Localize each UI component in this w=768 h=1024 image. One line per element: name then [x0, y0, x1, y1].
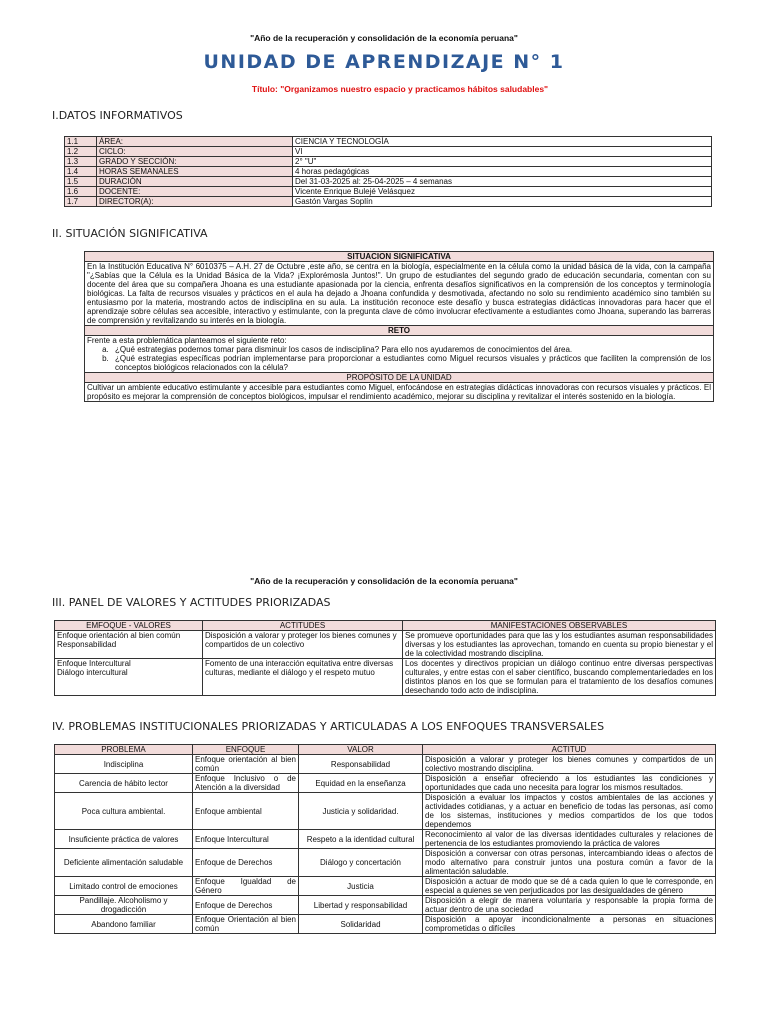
problema-row [55, 830, 716, 849]
item-number: 1.5 [65, 177, 97, 187]
enfoque-valor-cell [55, 659, 203, 696]
valores-row [55, 631, 716, 659]
column-header: ACTITUDES [203, 621, 403, 631]
item-value: Gastón Vargas Soplín [293, 197, 712, 207]
enfoque-text: Enfoque Orientación al bien común [193, 915, 299, 934]
actitud-text: Fomento de una interacción equitativa entre diversas culturas, mediante el diálogo y el respeto mutuo [203, 659, 403, 696]
column-header: VALOR [299, 745, 423, 755]
section-3-motto: "Año de la recuperación y consolidación de la economía peruana" [250, 576, 518, 586]
enfoque-text: Enfoque de Derechos [193, 896, 299, 915]
item-value: VI [293, 147, 712, 157]
proposito-text: Cultivar un ambiente educativo estimulante y accesible para estudiantes como Miguel, enfocándose en estrategias didácticas innovadoras con recursos visuales y prácticos. El propósito es mejorar la comprensión de conceptos biológicos, impulsar el rendimiento académico, mejorar su disciplina y revitalizar el interés sostenido en la biología. [85, 383, 714, 402]
item-label: HORAS SEMANALES [97, 167, 293, 177]
valor-text: Equidad en la enseñanza [299, 774, 423, 793]
column-header: ENFOQUE [193, 745, 299, 755]
actitud-text: Reconocimiento al valor de las diversas identidades culturales y relaciones de pertenencia de los estudiantes promoviendo la práctica de valores [423, 830, 716, 849]
enfoque-text: Enfoque Intercultural [193, 830, 299, 849]
item-number: 1.7 [65, 197, 97, 207]
unit-title: UNIDAD DE APRENDIZAJE N° 1 [203, 51, 565, 73]
valor-text: Responsabilidad [57, 640, 117, 649]
problemas-table [54, 744, 716, 934]
problema-text: Abandono familiar [55, 915, 193, 934]
problema-row [55, 896, 716, 915]
valor-text: Justicia [299, 877, 423, 896]
table-header-row [55, 621, 716, 631]
enfoque-text: Enfoque orientación al bien común [193, 755, 299, 774]
column-header: ACTITUD [423, 745, 716, 755]
table-header-row [55, 745, 716, 755]
valor-text: Respeto a la identidad cultural [299, 830, 423, 849]
item-label: DURACIÓN [97, 177, 293, 187]
item-label: DOCENTE: [97, 187, 293, 197]
reto-header: RETO [85, 326, 714, 336]
reto-item: a. ¿Qué estrategias podemos tomar para disminuir los casos de indisciplina? Para ello nos ayudaremos de conocimientos del área. [111, 345, 711, 354]
section-3-heading: III. PANEL DE VALORES Y ACTITUDES PRIORIZADAS [52, 596, 331, 609]
problema-text: Carencia de hábito lector [55, 774, 193, 793]
item-value: Vicente Enrique Bulejé Velásquez [293, 187, 712, 197]
problema-row [55, 755, 716, 774]
item-number: 1.3 [65, 157, 97, 167]
datos-row [65, 157, 712, 167]
actitud-text: Disposición a elegir de manera voluntaria y responsable la propia forma de actuar dentro de una sociedad [423, 896, 716, 915]
column-header: EMFOQUE - VALORES [55, 621, 203, 631]
proposito-header: PROPÓSITO DE LA UNIDAD [85, 373, 714, 383]
enfoque-text: Enfoque de Derechos [193, 849, 299, 877]
manifestacion-text: Los docentes y directivos propician un diálogo continuo entre diversas perspectivas culturales, y entre estas con el saber científico, buscando complementariedades en los distintos planos en los que se formulan para el tratamiento de los desafíos comunes desechando todo acto de indisciplina. [403, 659, 716, 696]
actitud-text: Disposición a apoyar incondicionalmente a personas en situaciones comprometidas o difíciles [423, 915, 716, 934]
valor-text: Justicia y solidaridad. [299, 793, 423, 830]
item-number: 1.4 [65, 167, 97, 177]
column-header: MANIFESTACIONES OBSERVABLES [403, 621, 716, 631]
situacion-significativa-table [84, 251, 714, 402]
problema-row [55, 774, 716, 793]
situacion-header: SITUACION SIGNIFICATIVA [85, 252, 714, 262]
problema-text: Deficiente alimentación saludable [55, 849, 193, 877]
actitud-text: Disposición a conversar con otras personas, intercambiando ideas o afectos de modo alternativo para construir juntos una postura común a favor de la alimentación saludable. [423, 849, 716, 877]
problema-row [55, 793, 716, 830]
valores-row [55, 659, 716, 696]
valor-text: Diálogo intercultural [57, 668, 128, 677]
actitud-text: Disposición a valorar y proteger los bienes comunes y compartidos de un colectivo mostrando disciplina. [423, 755, 716, 774]
section-4-heading: IV. PROBLEMAS INSTITUCIONALES PRIORIZADAS Y ARTICULADAS A LOS ENFOQUES TRANSVERSALES [52, 720, 605, 733]
datos-row [65, 147, 712, 157]
actitud-text: Disposición a actuar de modo que se dé a cada quien lo que le corresponde, en especial a quienes se ven perjudicados por las desigualdades de género [423, 877, 716, 896]
item-label: ÁREA: [97, 137, 293, 147]
reto-cell [85, 336, 714, 373]
valor-text: Diálogo y concertación [299, 849, 423, 877]
column-header: PROBLEMA [55, 745, 193, 755]
header-motto: "Año de la recuperación y consolidación de la economía peruana" [250, 33, 518, 43]
problema-text: Pandillaje. Alcoholismo y drogadicción [55, 896, 193, 915]
valor-text: Solidaridad [299, 915, 423, 934]
problema-text: Insuficiente práctica de valores [55, 830, 193, 849]
problema-text: Limitado control de emociones [55, 877, 193, 896]
problema-text: Indisciplina [55, 755, 193, 774]
datos-row [65, 177, 712, 187]
problema-row [55, 877, 716, 896]
datos-row [65, 137, 712, 147]
enfoque-text: Enfoque ambiental [193, 793, 299, 830]
datos-row [65, 167, 712, 177]
unit-subtitle: Título: "Organizamos nuestro espacio y practicamos hábitos saludables" [251, 84, 549, 94]
valor-text: Libertad y responsabilidad [299, 896, 423, 915]
item-value: 2° "U" [293, 157, 712, 167]
problema-text: Poca cultura ambiental. [55, 793, 193, 830]
section-2-heading: II. SITUACIÓN SIGNIFICATIVA [52, 227, 208, 240]
item-label: DIRECTOR(A): [97, 197, 293, 207]
manifestacion-text: Se promueve oportunidades para que las y los estudiantes asuman responsabilidades diversas y los estudiantes las aprovechan, tomando en cuenta su propio bienestar y el de la colectividad mostrando disciplina. [403, 631, 716, 659]
datos-row [65, 187, 712, 197]
enfoque-text: Enfoque Intercultural [57, 659, 131, 668]
enfoque-text: Enfoque orientación al bien común [57, 631, 181, 640]
enfoque-text: Enfoque Igualdad de Género [193, 877, 299, 896]
actitud-text: Disposición a enseñar ofreciendo a los estudiantes las condiciones y oportunidades que cada uno necesita para lograr los mismos resultados. [423, 774, 716, 793]
problema-row [55, 915, 716, 934]
actitud-text: Disposición a valorar y proteger los bienes comunes y compartidos de un colectivo [203, 631, 403, 659]
reto-item: b. ¿Qué estrategias específicas podrían implementarse para proporcionar a estudiantes como Miguel recursos visuales y prácticos que faciliten la comprensión de los conceptos biológicos relacionados con la célula? [111, 354, 711, 372]
item-label: CICLO: [97, 147, 293, 157]
item-label: GRADO Y SECCIÓN: [97, 157, 293, 167]
item-number: 1.2 [65, 147, 97, 157]
item-value: CIENCIA Y TECNOLOGÍA [293, 137, 712, 147]
item-value: Del 31-03-2025 al: 25-04-2025 – 4 semanas [293, 177, 712, 187]
enfoque-text: Enfoque Inclusivo o de Atención a la diversidad [193, 774, 299, 793]
reto-intro: Frente a esta problemática planteamos el siguiente reto: [87, 336, 287, 345]
item-value: 4 horas pedagógicas [293, 167, 712, 177]
section-1-heading: I.DATOS INFORMATIVOS [52, 109, 183, 122]
item-number: 1.6 [65, 187, 97, 197]
reto-list [87, 345, 711, 372]
situacion-text: En la Institución Educativa N° 6010375 – A.H. 27 de Octubre ,este año, se centra en la biología, especialmente en la célula como la unidad básica de la vida, con la campaña "¿Sabías que la Célula es la Unidad Básica de la Vida? ¡Explorémosla Juntos!". Un grupo de estudiantes del segundo grado de educación secundaria, comentan con su docente del área que su compañera Jhoana es una estudiante apasionada por la ciencia, enfrenta desafíos significativos en la comprensión de los conceptos y terminología biológicas. La falta de recursos visuales y prácticos en el aula ha dejado a Jhoana confundida y desmotivada, afectando no solo su rendimiento académico sino también su entusiasmo por la materia, mostrando actos de indisciplina en su aula. La institución reconoce este desafío y busca estrategias didácticas innovadoras para hacer que el aprendizaje sobre células sea accesible, interactivo y estimulante, con la pregunta clave de cómo involucrar efectivamente a estudiantes como Jhoana, superando las barreras de comprensión y revitalizando su interés en la biología. [85, 262, 714, 326]
datos-informativos-table [64, 136, 712, 207]
valores-table [54, 620, 716, 696]
enfoque-valor-cell [55, 631, 203, 659]
datos-row [65, 197, 712, 207]
valor-text: Responsabilidad [299, 755, 423, 774]
actitud-text: Disposición a evaluar los impactos y costos ambientales de las acciones y actividades cotidianas, y a actuar en beneficio de todas las personas, así como de los sistemas, instituciones y medios compartidos de los que todos dependemos [423, 793, 716, 830]
problema-row [55, 849, 716, 877]
item-number: 1.1 [65, 137, 97, 147]
